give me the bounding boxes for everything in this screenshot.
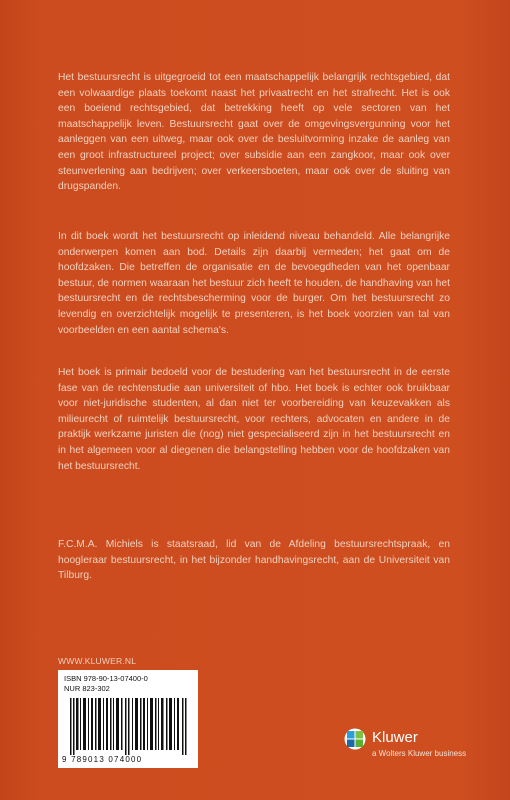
- blurb-paragraph-3: Het boek is primair bedoeld voor de bestudering van het bestuursrecht in de eerste fase van de rechtenstudie aan universiteit of hbo. Het boek is echter ook bruikbaar voor niet-juridische studenten, al dan niet ter voorbereiding van keuzevakken als milieurecht of ruimtelijk bestuursrecht, voor rechters, advocaten en andere in de praktijk werkzame juristen die (nog) niet gespecialiseerd zijn in het bestuursrecht en in het algemeen voor al diegenen die belangstelling hebben voor de hoofdzaken van het bestuursrecht.: [58, 367, 450, 472]
- barcode-digits: 9 789013 074000: [62, 755, 143, 764]
- barcode-icon: [70, 698, 188, 755]
- barcode-panel: [58, 670, 198, 768]
- publisher-tagline: a Wolters Kluwer business: [372, 749, 467, 758]
- author-bio: F.C.M.A. Michiels is staatsraad, lid van de Afdeling bestuursrechtspraak, en hoogleraar bestuursrecht, in het bijzonder handhavingsrecht, aan de Universiteit van Tilburg.: [58, 539, 450, 582]
- publisher-name: Kluwer: [372, 729, 418, 746]
- publisher-website: WWW.KLUWER.NL: [58, 656, 137, 666]
- blurb-paragraph-2: In dit boek wordt het bestuursrecht op inleidend niveau behandeld. Alle belangrijke onderwerpen komen aan bod. Details zijn daarbij vermeden; het gaat om de hoofdzaken. Die betreffen de organisatie en de bevoegdheden van het openbaar bestuur, de normen waaraan het bestuur zich heeft te houden, de handhaving van het bestuursrecht en de rechtsbescherming voor de burger. Om het bestuursrecht zo levendig en overzichtelijk mogelijk te presenteren, is het boek voorzien van tal van voorbeelden en een aantal schema's.: [58, 231, 450, 336]
- kluwer-globe-icon: [344, 728, 366, 750]
- publisher-logo: [344, 722, 479, 764]
- isbn-text: ISBN 978-90-13-07400-0: [64, 674, 148, 683]
- blurb-paragraph-1: Het bestuursrecht is uitgegroeid tot een maatschappelijk belangrijk rechtsgebied, dat een volwaardige plaats toekomt naast het privaatrecht en het strafrecht. Het is ook een boeiend rechtsgebied, dat betrekking heeft op vele sectoren van het maatschappelijk leven. Bestuursrecht gaat over de omgevingsvergunning voor het aanleggen van een uitweg, maar ook over de besluitvorming inzake de aanleg van een groot infrastructureel project; over subsidie aan een zangkoor, maar ook over steunverlening aan bedrijven; over verkeersboeten, maar ook over de sluiting van drugspanden.: [58, 72, 450, 193]
- nur-text: NUR 823-302: [64, 684, 110, 693]
